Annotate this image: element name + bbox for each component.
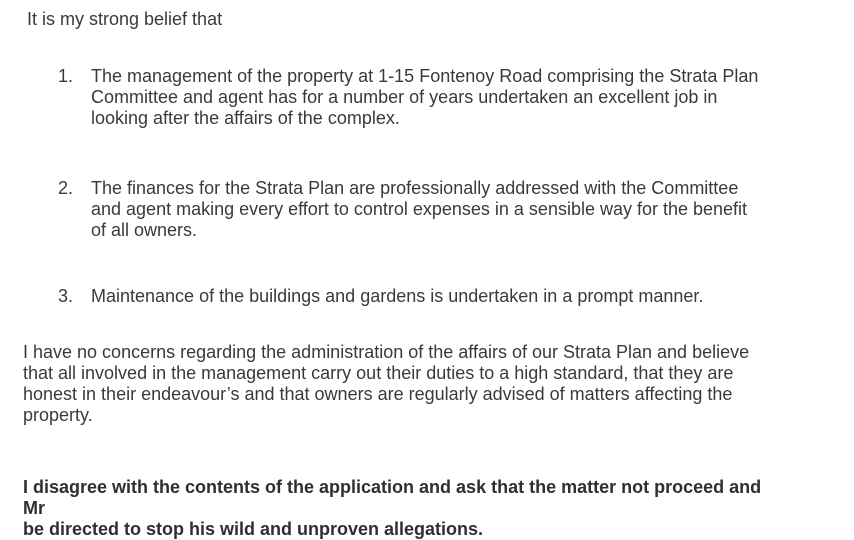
text-line: honest in their endeavour’s and that owners are regularly advised of matters affecting the xyxy=(23,384,733,404)
text-line: that all involved in the management carry out their duties to a high standard, that they are xyxy=(23,363,734,383)
list-item-text xyxy=(91,178,851,241)
name-prefix: Mr xyxy=(23,498,45,518)
text-line: Maintenance of the buildings and gardens is undertaken in a prompt manner. xyxy=(91,286,704,306)
list-item-number: 3. xyxy=(58,286,74,306)
text-line: I have no concerns regarding the administration of the affairs of our Strata Plan and believe xyxy=(23,342,750,362)
text-line: of all owners. xyxy=(91,220,198,240)
text-line: The management of the property at 1-15 Fontenoy Road comprising the Strata Plan xyxy=(91,66,759,86)
disagreement-paragraph xyxy=(23,477,848,540)
text-continuation: be directed to stop his wild and unproven allegations. xyxy=(23,519,484,539)
text-line: looking after the affairs of the complex. xyxy=(91,108,400,128)
text-line: The finances for the Strata Plan are professionally addressed with the Committee xyxy=(91,178,739,198)
list-item-text xyxy=(91,286,851,307)
text-line: property. xyxy=(23,405,93,425)
text-line: I disagree with the contents of the application and ask that the matter not proceed and xyxy=(23,477,762,497)
text-line: and agent making every effort to control expenses in a sensible way for the benefit xyxy=(91,199,748,219)
text-line xyxy=(23,498,848,540)
list-item-number: 2. xyxy=(58,178,74,198)
concerns-paragraph xyxy=(23,342,848,426)
list-item-text xyxy=(91,66,851,129)
text-line: Committee and agent has for a number of years undertaken an excellent job in xyxy=(91,87,718,107)
list-item-number: 1. xyxy=(58,66,74,86)
intro-text: It is my strong belief that xyxy=(27,9,223,29)
